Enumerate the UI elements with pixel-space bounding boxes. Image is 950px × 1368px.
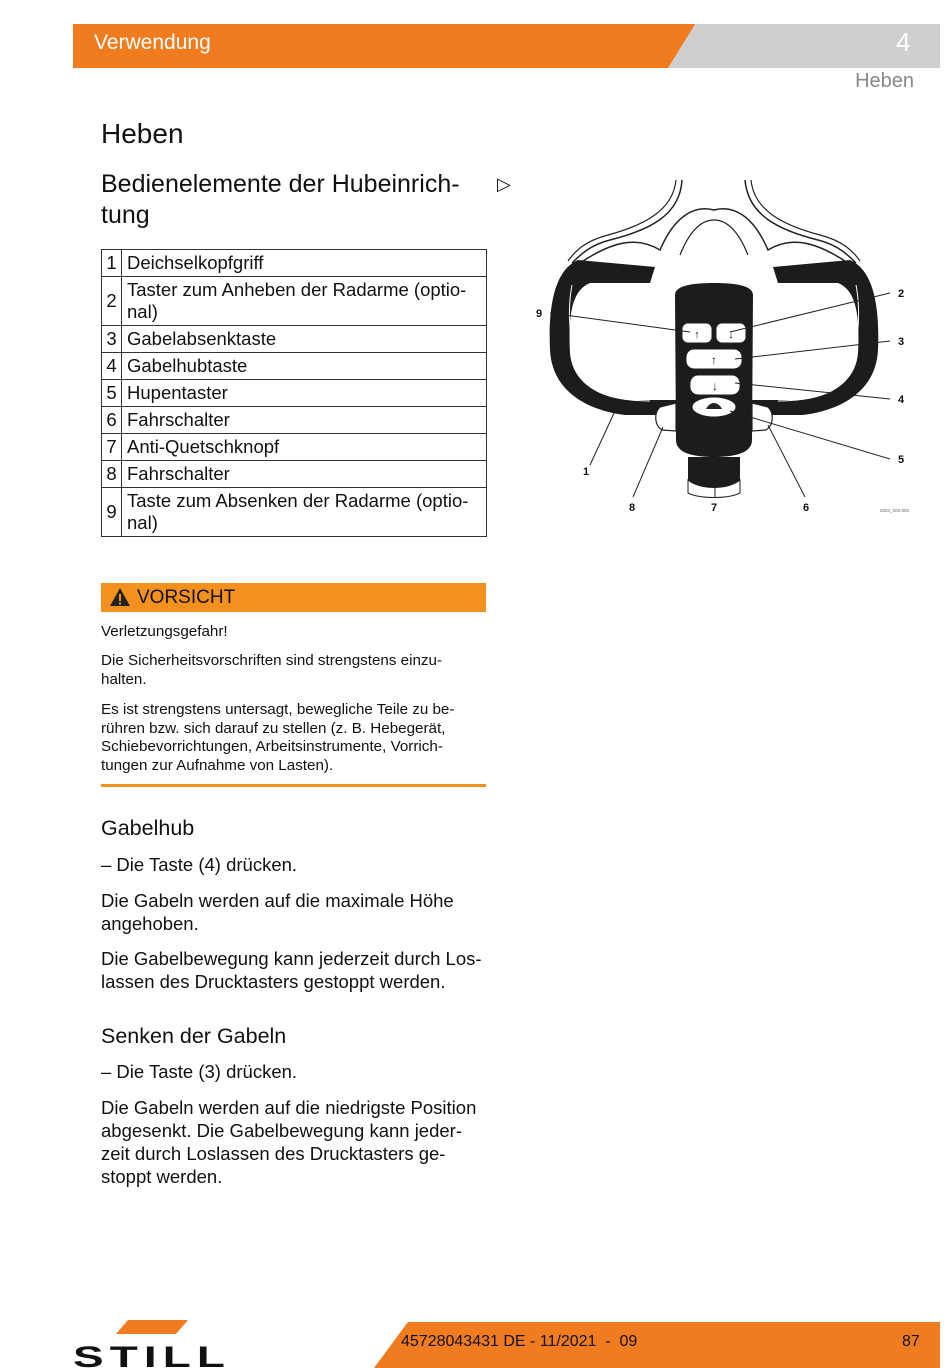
svg-text:↑: ↑ [711, 353, 717, 367]
heading-gabelhub: Gabelhub [101, 816, 195, 840]
warning-divider [101, 784, 486, 787]
legend-text: Taste zum Absenken der Radarme (optio- nal) [122, 488, 487, 537]
page-subtitle: Bedienelemente der Hubeinrich- tung [101, 170, 460, 229]
still-logo [73, 1320, 233, 1368]
legend-row [102, 326, 487, 353]
legend-text: Taster zum Anheben der Radarme (optio- nal) [122, 277, 487, 326]
text-senken-1: Die Gabeln werden auf die niedrigste Position abgesenkt. Die Gabelbewegung kann jeder- zeit durch Loslassen des Drucktasters ge- stoppt werden. [101, 1097, 477, 1187]
legend-number: 5 [102, 380, 122, 407]
callout-9: 9 [536, 308, 543, 320]
legend-row [102, 461, 487, 488]
callout-6: 6 [803, 502, 810, 514]
text-gabelhub-2: Die Gabelbewegung kann jederzeit durch Los- lassen des Drucktasters gestoppt werden. [101, 948, 482, 992]
legend-number: 8 [102, 461, 122, 488]
warning-bar [101, 583, 486, 612]
svg-text:↓: ↓ [728, 329, 734, 341]
figure-marker: ▷ [497, 174, 511, 194]
warning-text-1: Verletzungsgefahr! [101, 623, 228, 640]
legend-text: Fahrschalter [122, 461, 487, 488]
section-title: Verwendung [94, 31, 211, 54]
legend-row [102, 353, 487, 380]
callout-3: 3 [898, 336, 905, 348]
legend-number: 9 [102, 488, 122, 537]
warning-text-3: Es ist strengstens untersagt, bewegliche Teile zu be- rühren bzw. sich darauf zu stellen (z. B. Hebegerät, Schiebevorrichtungen, Arbeitsinstrumente, Vorrich- tungen zur Aufnahme von Lasten). [101, 701, 455, 774]
callout-1: 1 [583, 466, 590, 478]
step-senken: – Die Taste (3) drücken. [101, 1061, 298, 1082]
text-gabelhub-1: Die Gabeln werden auf die maximale Höhe angehoben. [101, 890, 454, 934]
callout-5: 5 [898, 454, 905, 466]
warning-icon [109, 587, 131, 607]
footer-page-number: 87 [902, 1333, 920, 1350]
svg-text:↓: ↓ [712, 379, 718, 393]
page-title: Heben [101, 118, 184, 149]
legend-text: Gabelabsenktaste [122, 326, 487, 353]
warning-text-2: Die Sicherheitsvorschriften sind strengstens einzu- halten. [101, 652, 443, 688]
logo-text: STILL [73, 1341, 231, 1368]
step-gabelhub: – Die Taste (4) drücken. [101, 854, 298, 875]
legend-number: 4 [102, 353, 122, 380]
legend-text: Anti-Quetschknopf [122, 434, 487, 461]
heading-senken: Senken der Gabeln [101, 1024, 287, 1048]
legend-row [102, 407, 487, 434]
tiller-head-figure [530, 175, 920, 520]
chapter-number: 4 [896, 27, 911, 57]
warning-label: VORSICHT [137, 587, 236, 608]
legend-row [102, 250, 487, 277]
callout-2: 2 [898, 288, 905, 300]
legend-text: Hupentaster [122, 380, 487, 407]
figure-code: 0203_003-002 [880, 508, 910, 513]
callout-8: 8 [629, 502, 636, 514]
legend-row [102, 277, 487, 326]
legend-row [102, 488, 487, 537]
legend-number: 1 [102, 250, 122, 277]
footer-doc-code: 45728043431 DE - 11/2021 - 09 [401, 1333, 638, 1350]
legend-row [102, 434, 487, 461]
callout-7: 7 [711, 502, 718, 514]
legend-text: Fahrschalter [122, 407, 487, 434]
svg-text:↑: ↑ [694, 329, 700, 341]
legend-table [101, 249, 487, 537]
callout-4: 4 [898, 394, 905, 406]
legend-text: Gabelhubtaste [122, 353, 487, 380]
legend-number: 6 [102, 407, 122, 434]
running-head: Heben [855, 70, 914, 92]
legend-number: 3 [102, 326, 122, 353]
legend-row [102, 380, 487, 407]
legend-number: 2 [102, 277, 122, 326]
legend-number: 7 [102, 434, 122, 461]
legend-text: Deichselkopfgriff [122, 250, 487, 277]
